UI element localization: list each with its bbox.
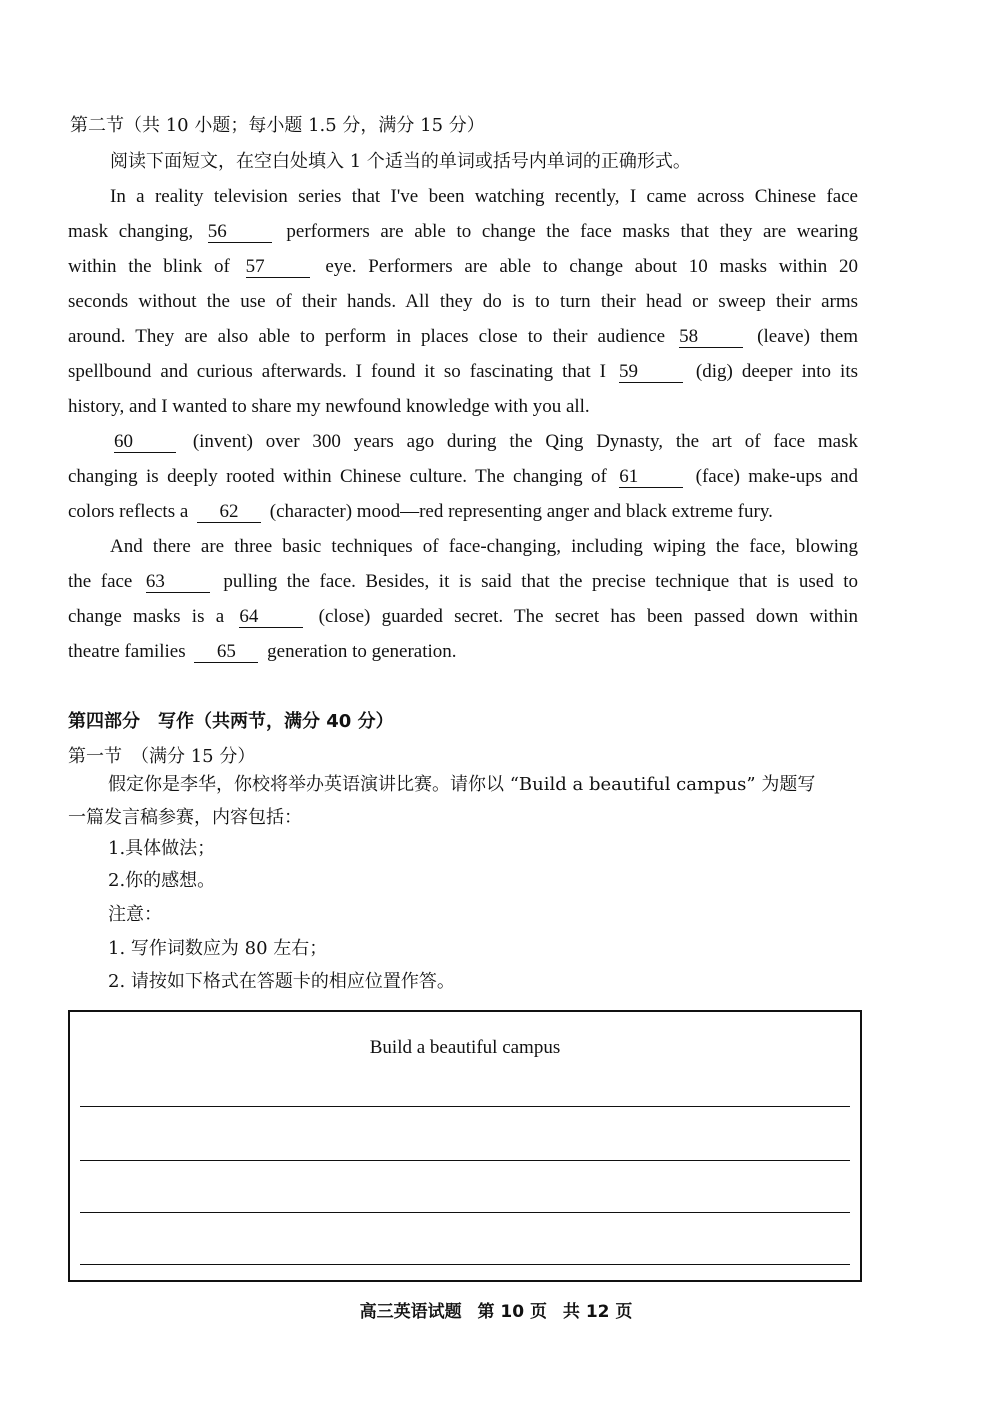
writing-prompt-line1: 假定你是李华，你校将举办英语演讲比赛。请你以 “Build a beautiful campus” 为题写 — [108, 774, 816, 795]
writing-item-1: 1.具体做法； — [108, 838, 216, 859]
passage-text: And there are three basic techniques of face-changing, including wiping the face, blowing — [110, 536, 858, 557]
cloze-blank-59[interactable]: 59 — [619, 362, 683, 383]
writing-item-2: 2.你的感想。 — [108, 870, 216, 891]
part4-heading: 第四部分 写作（共两节，满分 40 分） — [68, 711, 394, 732]
passage-line — [68, 640, 457, 664]
writing-line — [80, 1212, 850, 1213]
passage-text: (dig) deeper into its — [686, 361, 858, 382]
cloze-blank-61[interactable]: 61 — [619, 467, 683, 488]
answer-box-title: Build a beautiful campus — [369, 1037, 561, 1058]
passage-line — [68, 605, 858, 629]
passage-text: pulling the face. Besides, it is said that the precise technique that is used to — [213, 571, 858, 592]
note-2: 2. 请按如下格式在答题卡的相应位置作答。 — [108, 971, 455, 992]
footer-subject: 高三英语试题 — [359, 1302, 462, 1322]
page-footer — [0, 1300, 992, 1324]
passage-text: within the blink of — [68, 256, 242, 277]
passage-line — [110, 535, 858, 559]
cloze-blank-63[interactable]: 63 — [146, 572, 210, 593]
writing-prompt-line2: 一篇发言稿参赛，内容包括： — [68, 807, 302, 828]
answer-box — [68, 1010, 862, 1282]
cloze-blank-65[interactable]: 65 — [194, 642, 258, 663]
writing-line — [80, 1160, 850, 1161]
passage-line — [68, 395, 590, 419]
passage-text: (character) mood—red representing anger and black extreme fury. — [265, 501, 773, 522]
writing-line — [80, 1264, 850, 1265]
passage-line — [68, 500, 773, 524]
passage-text: (close) guarded secret. The secret has been passed down within — [307, 606, 859, 627]
note-1: 1. 写作词数应为 80 左右； — [108, 938, 328, 959]
cloze-blank-60[interactable]: 60 — [114, 432, 176, 453]
section2-heading: 第二节（共 10 小题；每小题 1.5 分，满分 15 分） — [70, 115, 485, 136]
passage-text: In a reality television series that I've been watching recently, I came across Chinese face — [110, 186, 858, 207]
passage-text: mask changing, — [68, 221, 204, 242]
passage-text: performers are able to change the face masks that they are wearing — [275, 221, 858, 242]
passage-text: the face — [68, 571, 142, 592]
passage-line — [110, 430, 858, 454]
footer-total-pages: 共 12 页 — [562, 1302, 633, 1322]
passage-text: changing is deeply rooted within Chinese culture. The changing of — [68, 466, 616, 487]
notes-label: 注意： — [108, 904, 162, 925]
cloze-blank-57[interactable]: 57 — [246, 257, 310, 278]
passage-text: around. They are also able to perform in places close to their audience — [68, 326, 676, 347]
cloze-blank-62[interactable]: 62 — [197, 502, 261, 523]
passage-text: colors reflects a — [68, 501, 194, 522]
passage-text: spellbound and curious afterwards. I found it so fascinating that I — [68, 361, 615, 382]
part4-section1-heading: 第一节 （满分 15 分） — [68, 746, 256, 767]
passage-line — [68, 570, 858, 594]
writing-line — [80, 1106, 850, 1107]
passage-line — [110, 185, 858, 209]
footer-page-number: 第 10 页 — [477, 1302, 547, 1322]
passage-text: eye. Performers are able to change about 10 masks within 20 — [313, 256, 859, 277]
cloze-blank-56[interactable]: 56 — [208, 222, 272, 243]
passage-text: (invent) over 300 years ago during the Qing Dynasty, the art of face mask — [180, 431, 858, 452]
passage-line — [68, 325, 858, 349]
cloze-blank-58[interactable]: 58 — [679, 327, 743, 348]
passage-text: generation to generation. — [262, 641, 457, 662]
passage-line — [68, 465, 858, 489]
passage-text: history, and I wanted to share my newfound knowledge with you all. — [68, 396, 590, 417]
passage-line — [68, 220, 858, 244]
cloze-blank-64[interactable]: 64 — [239, 607, 303, 628]
passage-line — [68, 360, 858, 384]
passage-line — [68, 290, 858, 314]
passage-text: (face) make-ups and — [687, 466, 858, 487]
passage-text: seconds without the use of their hands. All they do is to turn their head or sweep their arms — [68, 291, 858, 312]
passage-line — [68, 255, 858, 279]
passage-text: theatre families — [68, 641, 191, 662]
section2-instruction: 阅读下面短文，在空白处填入 1 个适当的单词或括号内单词的正确形式。 — [110, 151, 691, 172]
passage-text: change masks is a — [68, 606, 236, 627]
passage-text: (leave) them — [747, 326, 858, 347]
